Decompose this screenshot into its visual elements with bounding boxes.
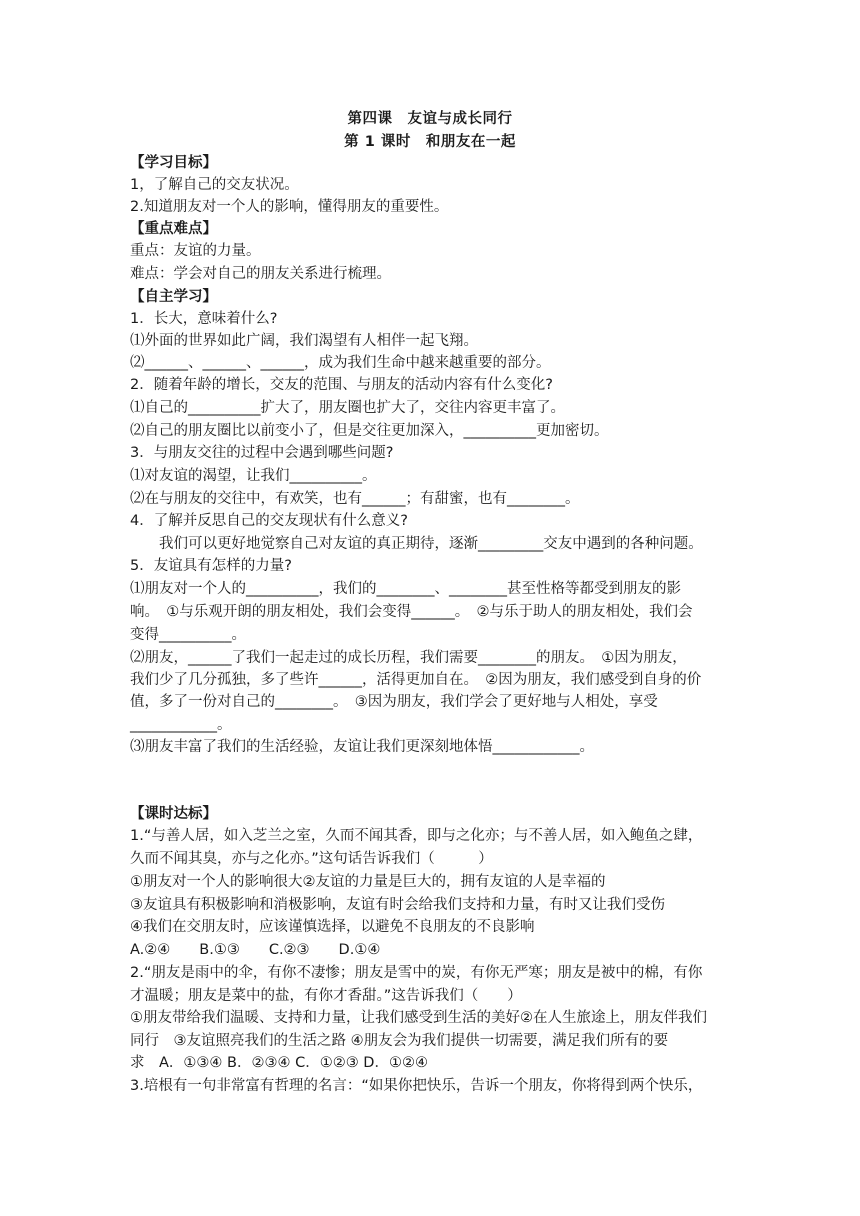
practice-heading: 【课时达标】 (130, 806, 217, 822)
question-4: 4．了解并反思自己的交友现状有什么意义? (130, 513, 408, 529)
question-3-b: ⑵在与朋友的交往中，有欢笑，也有______；有甜蜜，也有________。 (130, 491, 580, 507)
period-title: 第 1 课时 和朋友在一起 (344, 134, 516, 150)
question-3: 3．与朋友交往的过程中会遇到哪些问题? (130, 445, 394, 461)
practice-1-option: ③友谊具有积极影响和消极影响，友谊有时会给我们支持和力量，有时又让我们受伤 (130, 897, 665, 913)
practice-1: 1.“与善人居，如入芝兰之室，久而不闻其香，即与之化亦；与不善人居，如入鲍鱼之肆， (130, 828, 703, 844)
question-5-a: 变得__________。 (130, 627, 246, 643)
practice-2-choices: 求 A．①③④ B．②③④ C．①②③ D．①②④ (130, 1055, 428, 1071)
question-5-b: 我们少了几分孤独，多了些许______，活得更加自在。 ②因为朋友，我们感受到自身的价 (130, 672, 702, 688)
question-2-b: ⑵自己的朋友圈比以前变小了，但是交往更加深入，__________更加密切。 (130, 423, 609, 439)
question-5-a: 响。 ①与乐观开朗的朋友相处，我们会变得______。 ②与乐于助人的朋友相处，我们会 (130, 604, 693, 620)
practice-3: 3.培根有一句非常富有哲理的名言：“如果你把快乐，告诉一个朋友，你将得到两个快乐， (130, 1078, 703, 1094)
key-heading: 【重点难点】 (130, 221, 217, 237)
practice-1-option: ④我们在交朋友时，应该谨慎选择，以避免不良朋友的不良影响 (130, 919, 535, 935)
self-study-heading: 【自主学习】 (130, 289, 217, 305)
question-2: 2．随着年龄的增长，交友的范围、与朋友的活动内容有什么变化? (130, 377, 553, 393)
goals-heading: 【学习目标】 (130, 155, 217, 171)
difficult-point: 难点：学会对自己的朋友关系进行梳理。 (130, 266, 391, 282)
question-5-b: ____________。 (130, 717, 232, 733)
practice-1: 久而不闻其臭，亦与之化亦。”这句话告诉我们（ ） (130, 851, 493, 867)
practice-2: 才温暖；朋友是菜中的盐，有你才香甜。”这告诉我们（ ） (130, 988, 522, 1004)
key-point: 重点：友谊的力量。 (130, 243, 261, 259)
practice-2: 2.“朋友是雨中的伞，有你不凄惨；朋友是雪中的炭，有你无严寒；朋友是被中的棉，有你 (130, 965, 703, 981)
question-5: 5．友谊具有怎样的力量? (130, 558, 292, 574)
practice-2-option: 同行 ③友谊照亮我们的生活之路 ④朋友会为我们提供一切需要，满足我们所有的要 (130, 1033, 669, 1049)
question-5-c: ⑶朋友丰富了我们的生活经验，友谊让我们更深刻地体悟____________。 (130, 739, 594, 755)
question-2-a: ⑴自己的__________扩大了，朋友圈也扩大了，交往内容更丰富了。 (130, 400, 565, 416)
question-1-a: ⑴外面的世界如此广阔，我们渴望有人相伴一起飞翔。 (130, 333, 478, 349)
practice-1-option: ①朋友对一个人的影响很大②友谊的力量是巨大的，拥有友谊的人是幸福的 (130, 874, 606, 890)
question-5-a: ⑴朋友对一个人的__________，我们的________、________甚至性格等都受到朋友的影 (130, 581, 681, 597)
question-5-b: ⑵朋友，______了我们一起走过的成长历程，我们需要________的朋友。 ①因为朋友， (130, 650, 687, 666)
goal-item: 1，了解自己的交友状况。 (130, 177, 299, 193)
practice-1-choices: A.②④ B.①③ C.②③ D.①④ (130, 942, 381, 958)
practice-2-option: ①朋友带给我们温暖、支持和力量，让我们感受到生活的美好②在人生旅途上，朋友伴我们 (130, 1010, 707, 1026)
question-1-b: ⑵______、______、______，成为我们生命中越来越重要的部分。 (130, 355, 551, 371)
lesson-title: 第四课 友谊与成长同行 (347, 111, 513, 127)
question-5-b: 值，多了一份对自己的________。 ③因为朋友，我们学会了更好地与人相处，享受 (130, 694, 658, 710)
question-1: 1．长大，意味着什么? (130, 311, 278, 327)
question-3-a: ⑴对友谊的渴望，让我们__________。 (130, 468, 377, 484)
question-4-a: 我们可以更好地觉察自己对友谊的真正期待，逐渐_________交友中遇到的各种问题。 (130, 536, 703, 552)
goal-item: 2.知道朋友对一个人的影响，懂得朋友的重要性。 (130, 199, 449, 215)
